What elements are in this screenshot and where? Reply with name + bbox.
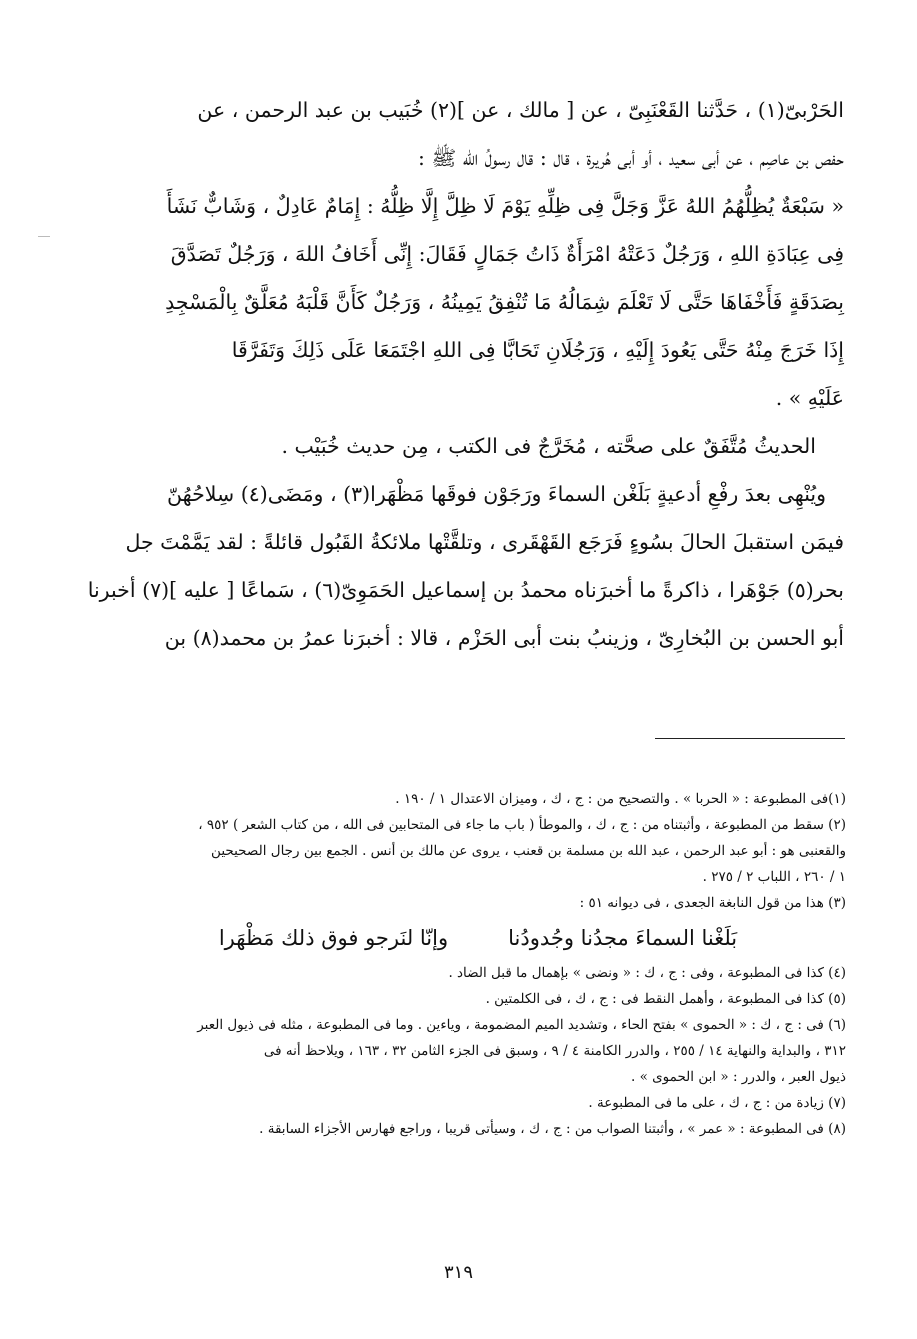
main-line-2: حفص بن عاصِم ، عن أبى سعيد ، أو أبى هُريرة ، قال : قال رسولُ الله ﷺ : (418, 146, 844, 170)
main-line-6: إِذَا خَرَجَ مِنْهُ حَتَّى يَعُودَ إِلَيْهِ ، وَرَجُلَانِ تَحَابَّا فِى اللهِ اجْتَمَعَا عَلَى ذَلِكَ وَتَفَرَّقَا (231, 338, 844, 362)
hadith-note: الحديثُ مُتَّفَقٌ على صحَّته ، مُخَرَّجٌ فى الكتب ، مِن حديث خُبَيْب . (281, 434, 816, 458)
footnote-6-line-2: ٣١٢ ، والبداية والنهاية ١٤ / ٢٥٥ ، والدرر الكامنة ٤ / ٩ ، وسبق فى الجزء الثامن ٣٢ ، ١٦٣ ، ويلاحظ أنه فى (263, 1043, 846, 1059)
footnotes (150, 786, 846, 1142)
main-line-7: عَلَيْهِ » . (775, 386, 844, 410)
main-line-4: فِى عِبَادَةِ اللهِ ، وَرَجُلٌ دَعَتْهُ امْرَأَةٌ ذَاتُ جَمَالٍ فَقَالَ: إِنِّى أَخَافُ اللهَ ، وَرَجُلٌ تَصَدَّقَ (170, 242, 844, 266)
margin-mark (38, 236, 50, 237)
main-text (87, 86, 844, 662)
footnote-2-line-1: (٢) سقط من المطبوعة ، وأثبتناه من : ج ، ك ، والموطأ ( باب ما جاء فى المتحابين فى الله ، من كتاب الشعر ) ٩٥٢ ، (198, 817, 846, 833)
footnote-6-line-3: ذيول العبر ، والدرر : « ابن الحموى » . (630, 1069, 846, 1085)
paragraph-line-4: أبو الحسن بن البُخارِىّ ، وزينبُ بنت أبى الحَزْم ، قالا : أخبرَنا عمرُ بن محمد(٨) بن (164, 626, 844, 650)
footnote-4: (٤) كذا فى المطبوعة ، وفى : ج ، ك : « ونضى » بإهمال ما قبل الضاد . (448, 965, 846, 981)
footnote-3: (٣) هذا من قول النابغة الجعدى ، فى ديوانه ٥١ : (579, 895, 846, 911)
footnote-2-line-3: ١ / ٢٦٠ ، اللباب ٢ / ٢٧٥ . (702, 869, 846, 885)
paragraph-line-2: فيمَن استقبلَ الحالَ بسُوءٍ فَرَجَع القَهْقَرى ، وتلقَّتْها ملائكةُ القَبُول قائلةً : لقد يَمَّمْتَ جل (125, 530, 844, 554)
footnote-separator (655, 738, 845, 739)
paragraph-line-3: بحر(٥) جَوْهَرا ، ذاكرةً ما أخبرَناه محمدُ بن إسماعيل الحَمَوِىّ(٦) ، سَماعًا [ عليه ](٧) أخبرنا (87, 578, 844, 602)
verse-first-hemistich: بَلَغْنا السماءَ مجدُنا وجُدودُنا (508, 926, 738, 950)
poetry-verse (150, 916, 846, 960)
footnote-6-line-1: (٦) فى : ج ، ك : « الحموى » بفتح الحاء ، وتشديد الميم المضمومة ، وياءين . وما فى المطبوعة ، مثله فى ذيول العبر (197, 1017, 846, 1033)
footnote-2-line-2: والقعنبى هو : أبو عبد الرحمن ، عبد الله بن مسلمة بن قعنب ، يروى عن مالك بن أنس . الجمع بين رجال الصحيحين (211, 843, 846, 859)
main-line-3: « سَبْعَةٌ يُظِلُّهُمُ اللهُ عَزَّ وَجَلَّ فِى ظِلِّهِ يَوْمَ لَا ظِلَّ إِلَّا ظِلُّهُ : إِمَامٌ عَادِلٌ ، وَشَابٌّ نَشَأَ (166, 194, 844, 218)
paragraph-line-1: ويُنْهِى بعدَ رفْعِ أدعيةٍ بَلَغْن السماءَ ورَجَوْن فوقَها مَظْهَرا(٣) ، ومَضَى(٤) سِلاحُهُنّ (167, 482, 826, 506)
footnote-5: (٥) كذا فى المطبوعة ، وأهمل النقط فى : ج ، ك ، فى الكلمتين . (485, 991, 846, 1007)
verse-second-hemistich: وإنّا لنَرجو فوق ذلك مَظْهَرا (218, 926, 449, 950)
main-line-1: الحَرْبىّ(١) ، حَدَّثنا القَعْنَبِىّ ، عن [ مالك ، عن ](٢) خُبَيب بن عبد الرحمن ، عن (197, 98, 844, 122)
page-number: ٣١٩ (443, 1262, 473, 1283)
footnote-1: (١)فى المطبوعة : « الحربا » . والتصحيح من : ج ، ك ، وميزان الاعتدال ١ / ١٩٠ . (395, 791, 846, 807)
footnote-8: (٨) فى المطبوعة : « عمر » ، وأثبتنا الصواب من : ج ، ك ، وسيأتى قريبا ، وراجع فهارس الأجزاء السابقة . (259, 1121, 846, 1137)
main-line-5: بِصَدَقَةٍ فَأَخْفَاهَا حَتَّى لَا تَعْلَمَ شِمَالُهُ مَا تُنْفِقُ يَمِينُهُ ، وَرَجُلٌ كَأَنَّ قَلْبَهُ مُعَلَّقٌ بِالْمَسْجِدِ (165, 290, 844, 314)
footnote-7: (٧) زيادة من : ج ، ك ، على ما فى المطبوعة . (588, 1095, 846, 1111)
